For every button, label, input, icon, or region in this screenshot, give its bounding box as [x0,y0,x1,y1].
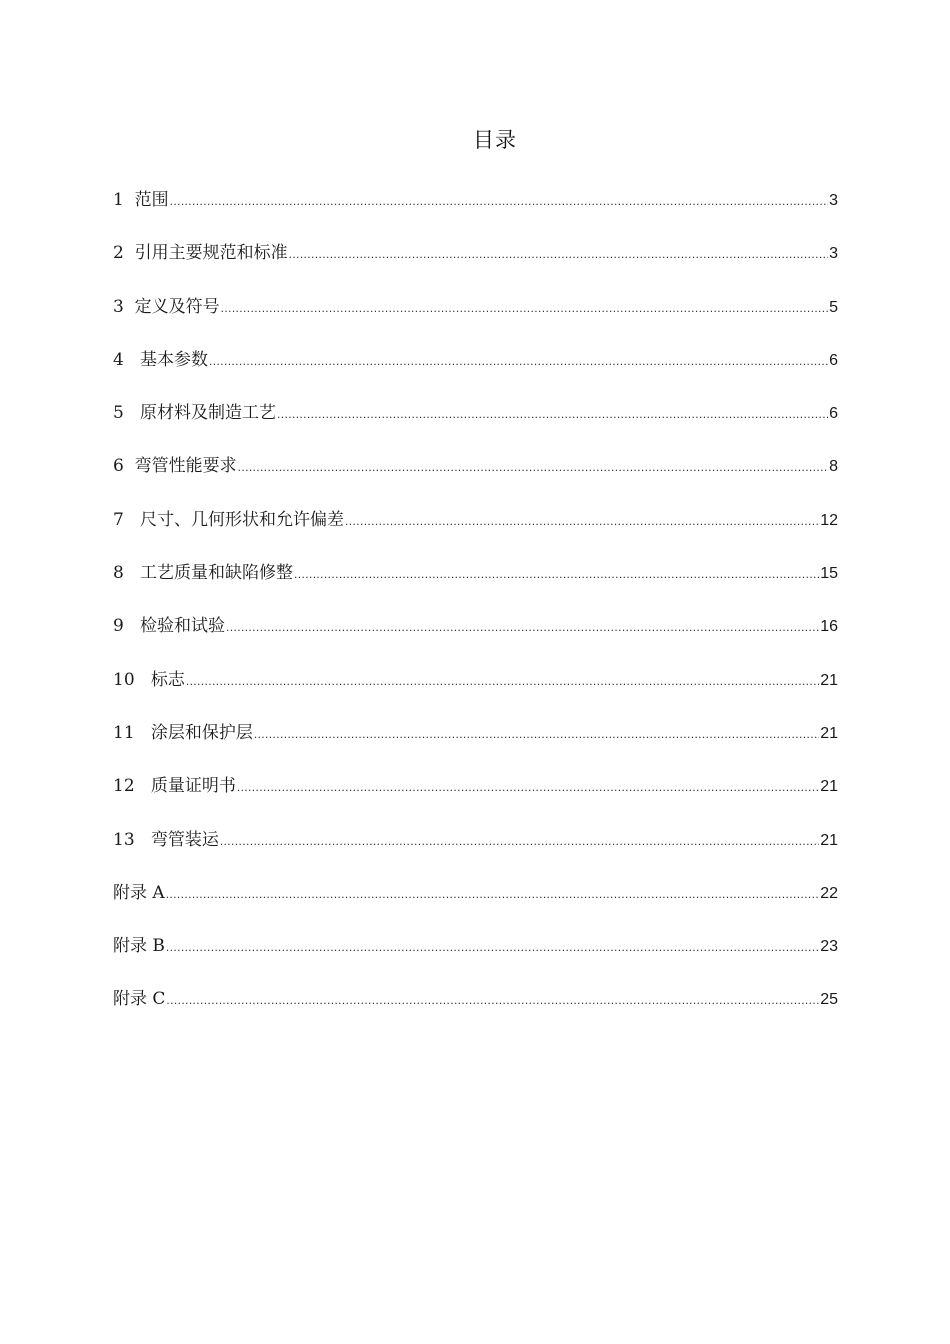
toc-leader-dots [220,829,819,853]
toc-entry-label: 7 尺寸、几何形状和允许偏差 [113,509,345,530]
toc-entry-page: 22 [820,884,838,902]
toc-leader-dots [166,935,819,959]
toc-leader-dots [345,509,819,533]
toc-entry-page: 21 [820,831,838,849]
toc-entry-appendix-b[interactable] [113,930,838,983]
toc-entry-label: 附录 B [113,936,165,957]
toc-entry-label: 13 弯管装运 [113,829,219,850]
toc-entry-page: 25 [820,991,838,1009]
toc-entry-label: 10 标志 [113,669,185,690]
toc-entry-6[interactable] [113,450,838,503]
toc-leader-dots [294,562,819,586]
toc-entry-label: 12 质量证明书 [113,776,236,797]
toc-leader-dots [209,349,828,373]
toc-entry-8[interactable] [113,557,838,610]
toc-leader-dots [238,455,828,479]
toc-list [113,184,838,1037]
toc-leader-dots [186,669,819,693]
toc-entry-appendix-a[interactable] [113,877,838,930]
toc-entry-12[interactable] [113,770,838,823]
toc-entry-13[interactable] [113,824,838,877]
toc-entry-label: 11 涂层和保护层 [113,722,253,743]
toc-entry-label: 2 引用主要规范和标准 [113,243,288,264]
toc-entry-page: 8 [829,458,838,476]
toc-leader-dots [221,296,828,320]
toc-entry-9[interactable] [113,610,838,663]
toc-entry-page: 3 [829,245,838,263]
toc-leader-dots [277,402,828,426]
toc-entry-7[interactable] [113,504,838,557]
toc-leader-dots [226,615,819,639]
toc-entry-label: 8 工艺质量和缺陷修整 [113,563,294,584]
toc-entry-4[interactable] [113,344,838,397]
toc-entry-label: 6 弯管性能要求 [113,456,237,477]
toc-entry-label: 附录 A [113,882,165,903]
toc-entry-page: 15 [820,565,838,583]
toc-leader-dots [166,882,820,906]
toc-entry-page: 6 [829,351,838,369]
toc-leader-dots [166,988,819,1012]
toc-entry-page: 12 [820,511,838,529]
toc-leader-dots [254,722,819,746]
toc-leader-dots [237,775,819,799]
toc-entry-label: 5 原材料及制造工艺 [113,403,277,424]
toc-title: 目录 [473,128,517,152]
toc-entry-page: 5 [829,298,838,316]
toc-entry-appendix-c[interactable] [113,983,838,1036]
toc-entry-11[interactable] [113,717,838,770]
toc-entry-page: 23 [820,938,838,956]
toc-entry-1[interactable] [113,184,838,237]
toc-entry-page: 3 [829,192,838,209]
toc-entry-10[interactable] [113,664,838,717]
toc-entry-5[interactable] [113,397,838,450]
toc-entry-label: 附录 C [113,989,166,1010]
toc-entry-page: 16 [820,618,838,636]
toc-entry-label: 3 定义及符号 [113,296,220,317]
toc-leader-dots [170,189,828,213]
toc-entry-page: 6 [829,405,838,423]
toc-leader-dots [289,242,828,266]
toc-entry-label: 4 基本参数 [113,349,209,370]
toc-entry-page: 21 [820,724,838,742]
toc-entry-3[interactable] [113,291,838,344]
toc-entry-label: 1 范围 [113,190,169,210]
toc-entry-page: 21 [820,778,838,796]
toc-entry-page: 21 [820,671,838,689]
toc-entry-2[interactable] [113,237,838,290]
toc-entry-label: 9 检验和试验 [113,616,226,637]
